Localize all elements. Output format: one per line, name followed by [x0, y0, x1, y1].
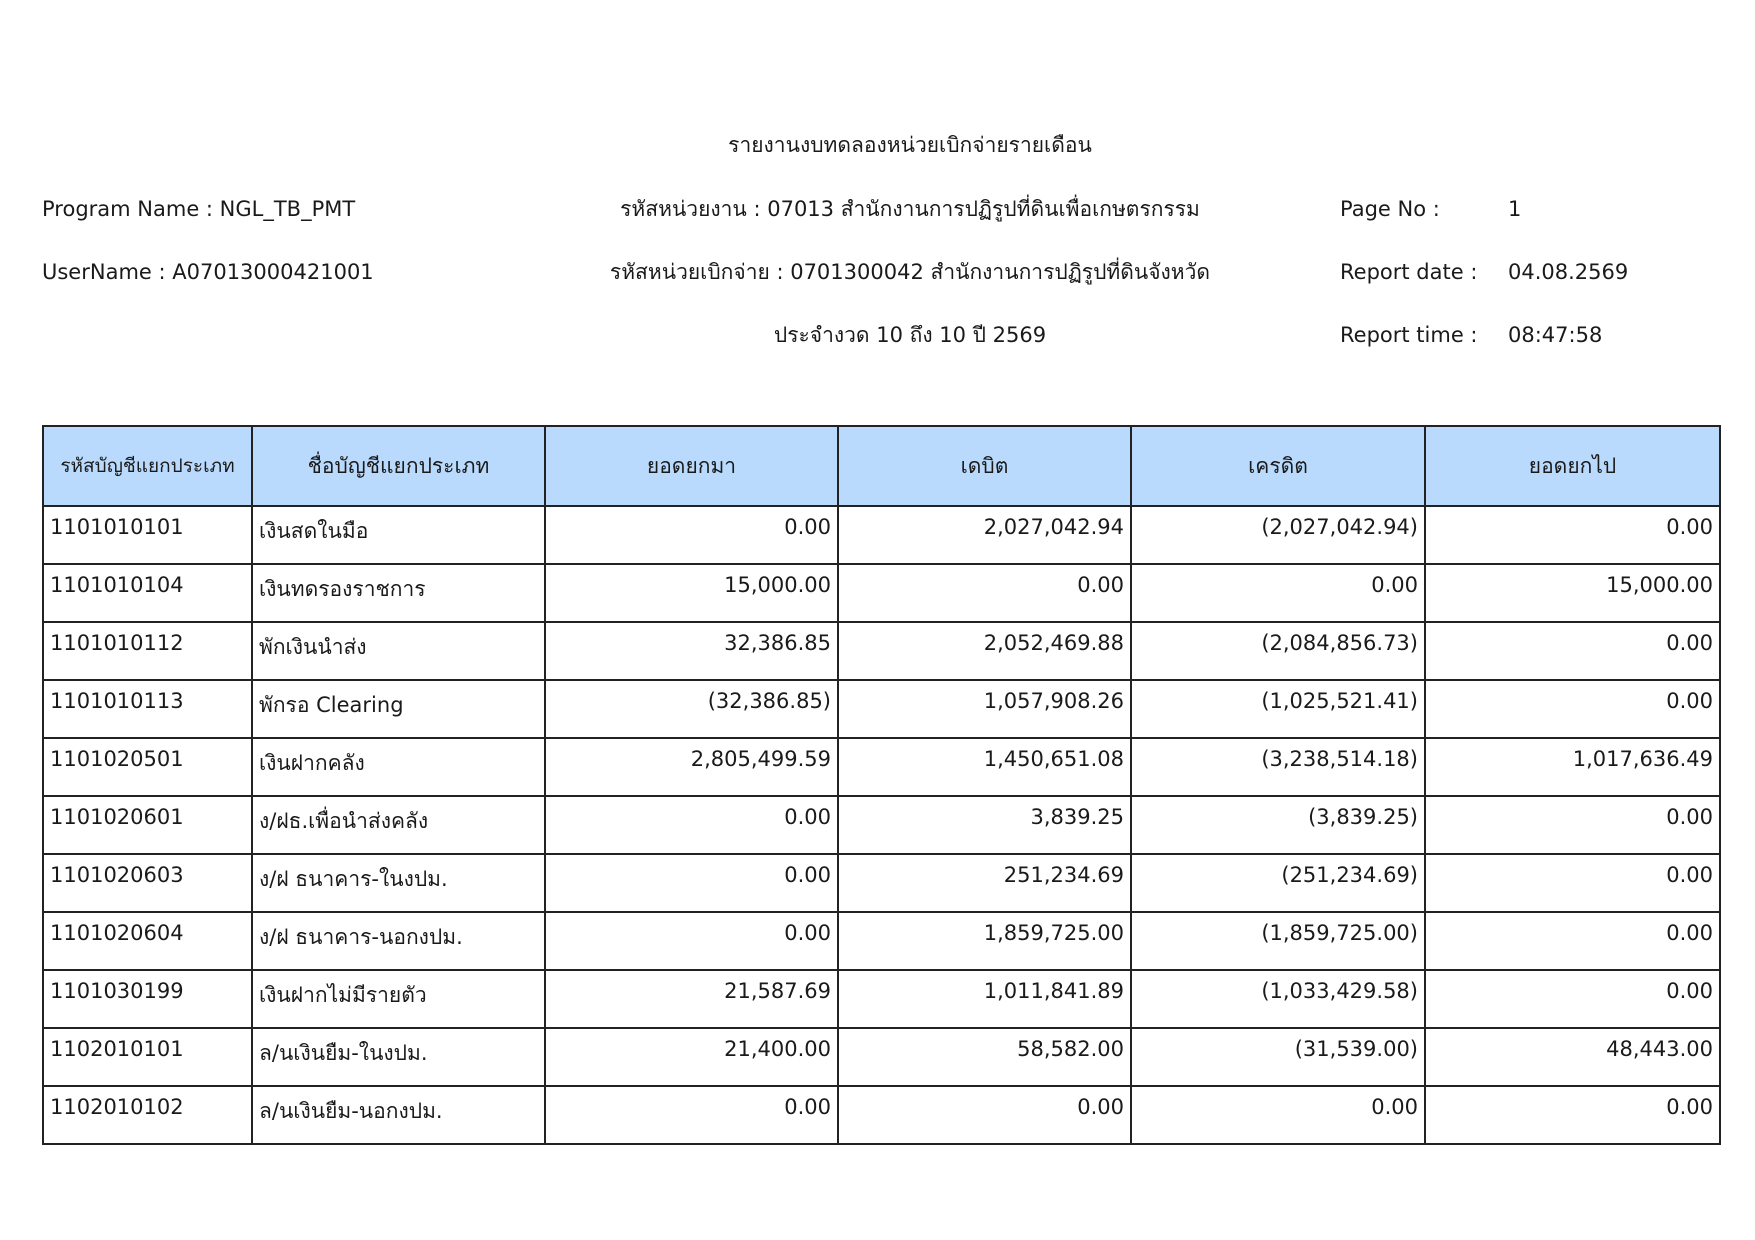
credit-cell: (1,033,429.58) [1131, 970, 1425, 1028]
debit-cell: 3,839.25 [838, 796, 1131, 854]
closing-balance-cell: 0.00 [1425, 970, 1720, 1028]
credit-cell: (2,084,856.73) [1131, 622, 1425, 680]
opening-balance-cell: 32,386.85 [545, 622, 838, 680]
column-header-credit: เครดิต [1131, 426, 1425, 506]
credit-cell: (3,238,514.18) [1131, 738, 1425, 796]
username: UserName : A07013000421001 [42, 260, 374, 284]
account-name-cell: ง/ฝ ธนาคาร-นอกงปม. [252, 912, 545, 970]
account-name-cell: พักเงินนำส่ง [252, 622, 545, 680]
closing-balance-cell: 0.00 [1425, 622, 1720, 680]
account-code-cell: 1101010112 [43, 622, 252, 680]
account-name-cell: ง/ฝธ.เพื่อนำส่งคลัง [252, 796, 545, 854]
account-name-cell: ล/นเงินยืม-นอกงปม. [252, 1086, 545, 1144]
report-title: รายงานงบทดลองหน่วยเบิกจ่ายรายเดือน [728, 133, 1092, 157]
debit-cell: 0.00 [838, 1086, 1131, 1144]
closing-balance-cell: 0.00 [1425, 1086, 1720, 1144]
opening-balance-cell: 21,400.00 [545, 1028, 838, 1086]
closing-balance-cell: 0.00 [1425, 506, 1720, 564]
program-name: Program Name : NGL_TB_PMT [42, 197, 356, 221]
closing-balance-cell: 0.00 [1425, 680, 1720, 738]
account-code-cell: 1102010102 [43, 1086, 252, 1144]
table-row [43, 1086, 1720, 1144]
closing-balance-cell: 0.00 [1425, 796, 1720, 854]
closing-balance-cell: 1,017,636.49 [1425, 738, 1720, 796]
debit-cell: 58,582.00 [838, 1028, 1131, 1086]
table-row [43, 622, 1720, 680]
table-header-row [43, 426, 1720, 506]
opening-balance-cell: 0.00 [545, 506, 838, 564]
account-code-cell: 1102010101 [43, 1028, 252, 1086]
account-code-cell: 1101010113 [43, 680, 252, 738]
opening-balance-cell: 0.00 [545, 796, 838, 854]
table-row [43, 680, 1720, 738]
debit-cell: 1,859,725.00 [838, 912, 1131, 970]
opening-balance-cell: 2,805,499.59 [545, 738, 838, 796]
table-row [43, 912, 1720, 970]
table-row [43, 854, 1720, 912]
disbursing-unit-line: รหัสหน่วยเบิกจ่าย : 0701300042 สำนักงานการปฏิรูปที่ดินจังหวัด [609, 260, 1211, 284]
account-name-cell: ล/นเงินยืม-ในงปม. [252, 1028, 545, 1086]
closing-balance-cell: 15,000.00 [1425, 564, 1720, 622]
credit-cell: 0.00 [1131, 1086, 1425, 1144]
account-name-cell: เงินฝากคลัง [252, 738, 545, 796]
column-header-opening-balance: ยอดยกมา [545, 426, 838, 506]
debit-cell: 2,027,042.94 [838, 506, 1131, 564]
opening-balance-cell: 21,587.69 [545, 970, 838, 1028]
account-code-cell: 1101010101 [43, 506, 252, 564]
debit-cell: 0.00 [838, 564, 1131, 622]
credit-cell: (3,839.25) [1131, 796, 1425, 854]
credit-cell: (2,027,042.94) [1131, 506, 1425, 564]
credit-cell: (1,025,521.41) [1131, 680, 1425, 738]
account-code-cell: 1101020601 [43, 796, 252, 854]
column-header-debit: เดบิต [838, 426, 1131, 506]
table-row [43, 970, 1720, 1028]
opening-balance-cell: 0.00 [545, 1086, 838, 1144]
account-code-cell: 1101030199 [43, 970, 252, 1028]
closing-balance-cell: 48,443.00 [1425, 1028, 1720, 1086]
page-no-label: Page No : [1340, 197, 1440, 221]
debit-cell: 1,057,908.26 [838, 680, 1131, 738]
account-code-cell: 1101020604 [43, 912, 252, 970]
trial-balance-table [42, 425, 1721, 1145]
report-time-label: Report time : [1340, 323, 1478, 347]
column-header-closing-balance: ยอดยกไป [1425, 426, 1720, 506]
credit-cell: 0.00 [1131, 564, 1425, 622]
column-header-account-code: รหัสบัญชีแยกประเภท [43, 426, 252, 506]
account-code-cell: 1101010104 [43, 564, 252, 622]
report-time-value: 08:47:58 [1508, 323, 1603, 347]
table-row [43, 564, 1720, 622]
account-name-cell: เงินสดในมือ [252, 506, 545, 564]
debit-cell: 2,052,469.88 [838, 622, 1131, 680]
opening-balance-cell: 0.00 [545, 912, 838, 970]
account-name-cell: เงินทดรองราชการ [252, 564, 545, 622]
closing-balance-cell: 0.00 [1425, 912, 1720, 970]
account-code-cell: 1101020603 [43, 854, 252, 912]
credit-cell: (251,234.69) [1131, 854, 1425, 912]
agency-line: รหัสหน่วยงาน : 07013 สำนักงานการปฏิรูปที่ดินเพื่อเกษตรกรรม [620, 197, 1200, 221]
credit-cell: (1,859,725.00) [1131, 912, 1425, 970]
table-row [43, 506, 1720, 564]
report-date-value: 04.08.2569 [1508, 260, 1629, 284]
opening-balance-cell: 0.00 [545, 854, 838, 912]
debit-cell: 251,234.69 [838, 854, 1131, 912]
credit-cell: (31,539.00) [1131, 1028, 1425, 1086]
opening-balance-cell: 15,000.00 [545, 564, 838, 622]
table-row [43, 1028, 1720, 1086]
account-name-cell: เงินฝากไม่มีรายตัว [252, 970, 545, 1028]
debit-cell: 1,450,651.08 [838, 738, 1131, 796]
page-no-value: 1 [1508, 197, 1522, 221]
table-row [43, 738, 1720, 796]
account-code-cell: 1101020501 [43, 738, 252, 796]
column-header-account-name: ชื่อบัญชีแยกประเภท [252, 426, 545, 506]
debit-cell: 1,011,841.89 [838, 970, 1131, 1028]
opening-balance-cell: (32,386.85) [545, 680, 838, 738]
period-line: ประจำงวด 10 ถึง 10 ปี 2569 [773, 323, 1047, 347]
closing-balance-cell: 0.00 [1425, 854, 1720, 912]
account-name-cell: พักรอ Clearing [252, 680, 545, 738]
account-name-cell: ง/ฝ ธนาคาร-ในงปม. [252, 854, 545, 912]
report-date-label: Report date : [1340, 260, 1478, 284]
table-row [43, 796, 1720, 854]
